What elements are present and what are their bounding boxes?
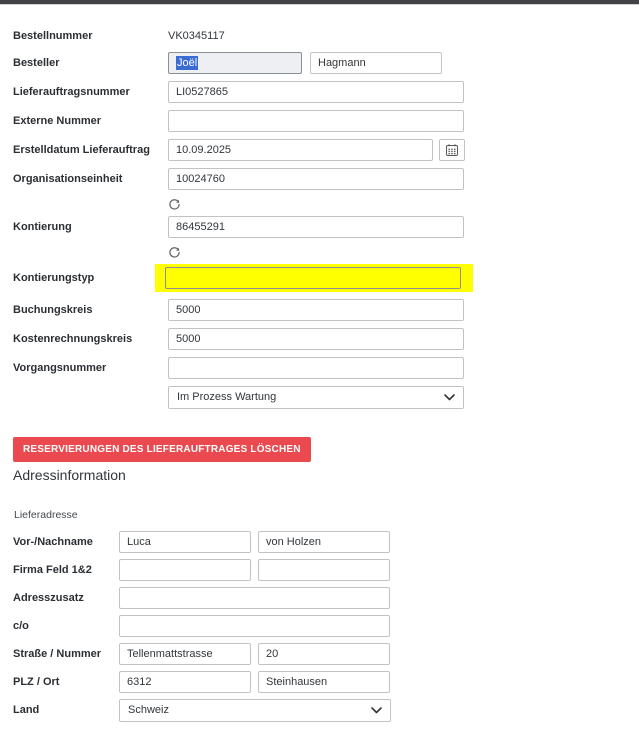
kontierungstyp-input[interactable] [165, 267, 461, 289]
kontierung-label: Kontierung [13, 221, 72, 233]
chevron-down-icon [444, 394, 455, 401]
lastname-input[interactable] [258, 531, 390, 553]
refresh-icon [168, 198, 181, 211]
plz-ort-label: PLZ / Ort [13, 676, 60, 688]
buchungskreis-input[interactable] [168, 299, 464, 321]
land-label: Land [13, 704, 40, 716]
adresszusatz-input[interactable] [119, 587, 390, 609]
row-name [13, 531, 639, 553]
kontierungstyp-label: Kontierungstyp [13, 272, 95, 284]
externe-nummer-input[interactable] [168, 110, 464, 132]
row-kontierungstyp [13, 264, 639, 292]
hausnummer-input[interactable] [258, 643, 390, 665]
order-form [0, 5, 639, 721]
row-co [13, 615, 639, 637]
strasse-label: Straße / Nummer [13, 648, 102, 660]
row-organisationseinheit [13, 168, 639, 190]
row-externe-nummer [13, 110, 639, 132]
selected-text: Joël [177, 57, 198, 69]
organisationseinheit-refresh-row [168, 197, 639, 212]
strasse-input[interactable] [119, 643, 251, 665]
adresszusatz-label: Adresszusatz [13, 592, 84, 604]
firma-feld2-input[interactable] [258, 559, 390, 581]
kontierung-input[interactable] [168, 216, 464, 238]
row-bestellnummer [13, 29, 639, 43]
address-section-title: Adressinformation [13, 467, 126, 483]
row-adresszusatz [13, 587, 639, 609]
vorgangsnummer-label: Vorgangsnummer [13, 362, 107, 374]
kontierung-refresh-button[interactable] [168, 246, 181, 259]
calendar-icon [445, 143, 459, 157]
besteller-label: Besteller [13, 57, 60, 69]
refresh-icon [168, 246, 181, 259]
firstname-input[interactable] [119, 531, 251, 553]
row-kontierung [13, 216, 639, 238]
status-select[interactable] [168, 386, 464, 409]
organisationseinheit-label: Organisationseinheit [13, 173, 123, 185]
lieferauftragsnummer-label: Lieferauftragsnummer [13, 86, 130, 98]
delete-reservations-button[interactable]: RESERVIERUNGEN DES LIEFERAUFTRAGES LÖSCHEN [13, 437, 311, 462]
row-erstelldatum [13, 139, 639, 161]
ort-input[interactable] [258, 671, 390, 693]
date-picker-button[interactable] [439, 139, 465, 161]
row-buchungskreis [13, 299, 639, 321]
land-select[interactable] [119, 699, 391, 722]
kostenrechnungskreis-label: Kostenrechnungskreis [13, 333, 133, 345]
land-select-value: Schweiz [128, 704, 169, 716]
row-vorgangsnummer [13, 357, 639, 379]
lieferadresse-subtitle: Lieferadresse [14, 509, 78, 521]
row-land [13, 699, 639, 721]
kostenrechnungskreis-input[interactable] [168, 328, 464, 350]
row-lieferauftragsnummer [13, 81, 639, 103]
row-kostenrechnungskreis [13, 328, 639, 350]
organisationseinheit-input[interactable] [168, 168, 464, 190]
address-form [13, 531, 639, 721]
besteller-firstname-input[interactable] [168, 52, 302, 74]
firma-feld1-input[interactable] [119, 559, 251, 581]
status-select-value: Im Prozess Wartung [177, 391, 277, 403]
besteller-lastname-input[interactable] [310, 52, 442, 74]
row-besteller [13, 52, 639, 74]
firma-label: Firma Feld 1&2 [13, 564, 92, 576]
co-input[interactable] [119, 615, 390, 637]
row-strasse [13, 643, 639, 665]
name-label: Vor-/Nachname [13, 536, 93, 548]
kontierungstyp-highlight [155, 264, 473, 292]
lieferauftragsnummer-input[interactable] [168, 81, 464, 103]
externe-nummer-label: Externe Nummer [13, 115, 102, 127]
erstelldatum-input[interactable] [168, 139, 433, 161]
row-status [13, 386, 639, 408]
row-plz-ort [13, 671, 639, 693]
erstelldatum-label: Erstelldatum Lieferauftrag [13, 144, 150, 156]
buchungskreis-label: Buchungskreis [13, 304, 93, 316]
plz-input[interactable] [119, 671, 251, 693]
row-firma [13, 559, 639, 581]
bestellnummer-label: Bestellnummer [13, 30, 93, 42]
vorgangsnummer-input[interactable] [168, 357, 464, 379]
co-label: c/o [13, 620, 29, 632]
chevron-down-icon [371, 707, 382, 714]
kontierung-refresh-row [168, 245, 639, 260]
bestellnummer-value: VK0345117 [168, 30, 225, 42]
organisationseinheit-refresh-button[interactable] [168, 198, 181, 211]
